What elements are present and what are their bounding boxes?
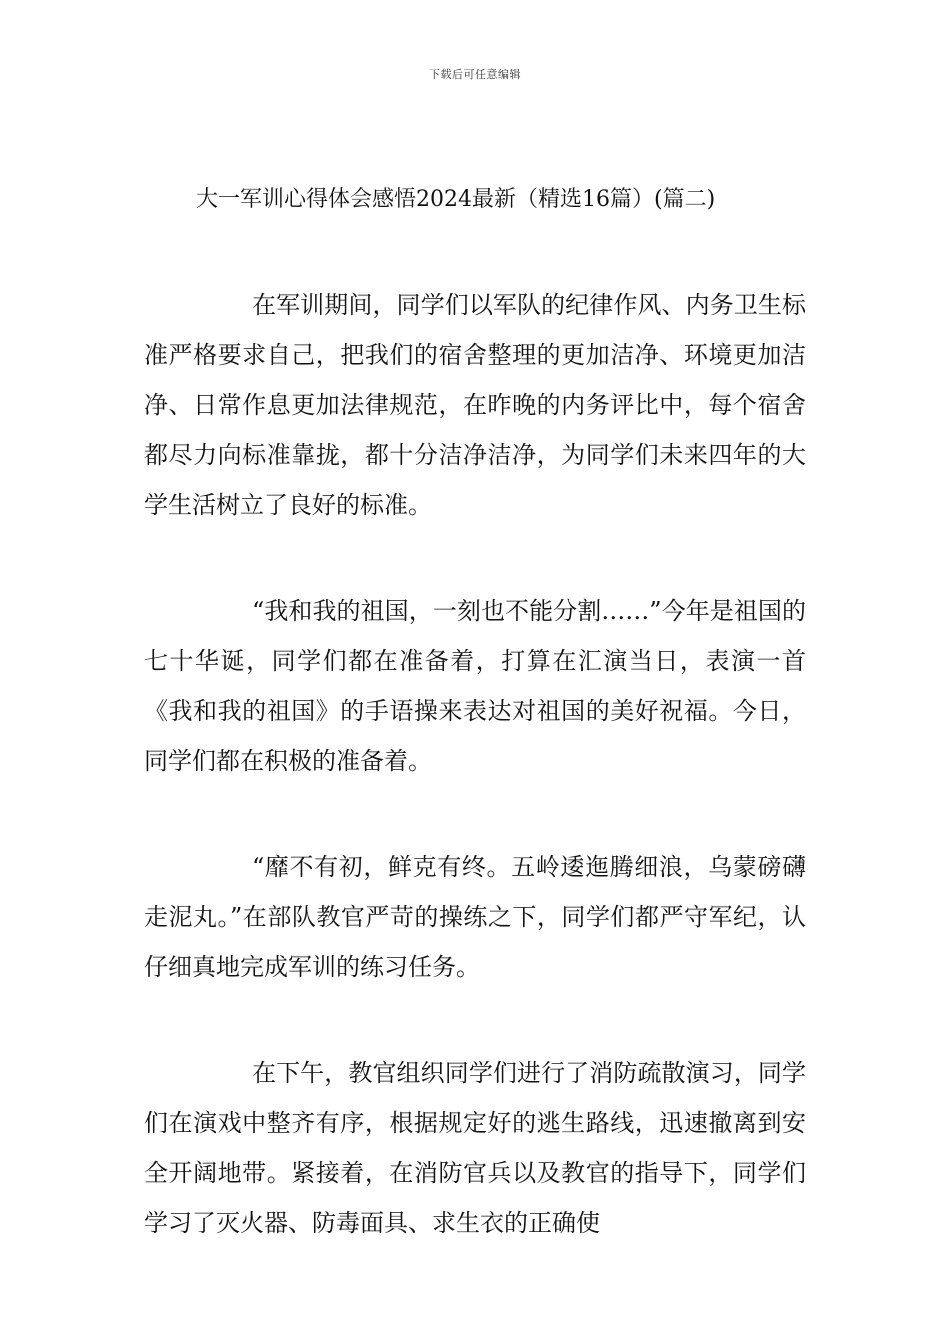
header-note: 下载后可任意编辑 (429, 68, 521, 81)
paragraph-2: “我和我的祖国，一刻也不能分割……”今年是祖国的七十华诞，同学们都在准备着，打算在汇演当日，表演一首《我和我的祖国》的手语操来表达对祖国的美好祝福。今日，同学们都在积极的准备着。 (144, 597, 806, 775)
paragraph-4: 在下午，教官组织同学们进行了消防疏散演习，同学们在演戏中整齐有序，根据规定好的逃生路线，迅速撤离到安全开阔地带。紧接着，在消防官兵以及教官的指导下，同学们学习了灭火器、防毒面具、求生衣的正确使 (144, 1059, 806, 1237)
document-body (144, 280, 806, 1304)
paragraph-1: 在军训期间，同学们以军队的纪律作风、内务卫生标准严格要求自己，把我们的宿舍整理的更加洁净、环境更加洁净、日常作息更加法律规范，在昨晚的内务评比中，每个宿舍都尽力向标准靠拢，都十分洁净洁净，为同学们未来四年的大学生活树立了良好的标准。 (144, 291, 806, 519)
paragraph-3: “靡不有初，鲜克有终。五岭逶迤腾细浪，乌蒙磅礴走泥丸。”在部队教官严苛的操练之下，同学们都严守军纪，认仔细真地完成军训的练习任务。 (144, 853, 806, 981)
document-title: 大一军训心得体会感悟2024最新（精选16篇）(篇二) (196, 187, 716, 212)
